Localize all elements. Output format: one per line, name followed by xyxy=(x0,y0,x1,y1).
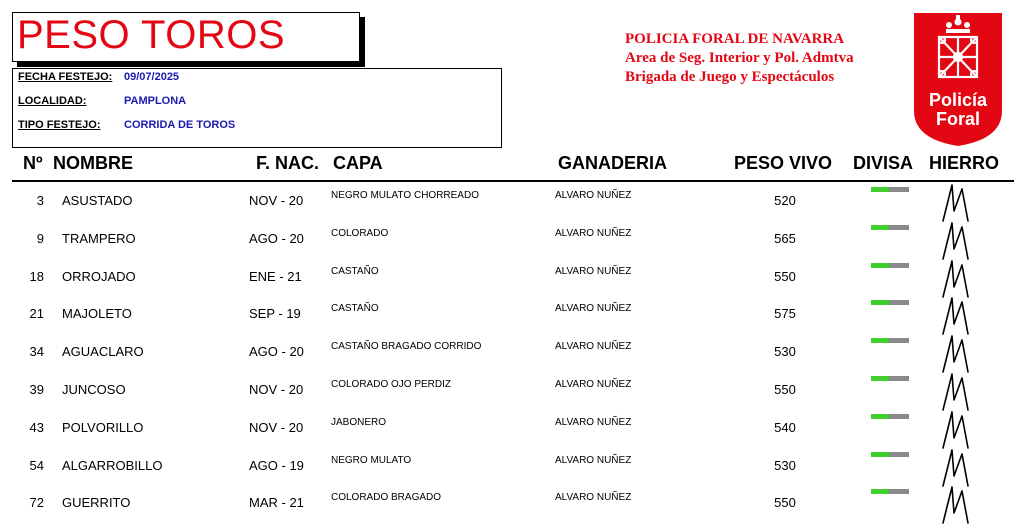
divisa-color-right xyxy=(889,263,909,268)
divisa-color-left xyxy=(871,376,889,381)
birth-date: NOV - 20 xyxy=(249,193,304,208)
birth-date: MAR - 21 xyxy=(249,495,304,511)
bull-number: 21 xyxy=(29,306,44,322)
live-weight: 550 xyxy=(774,495,796,511)
divisa-color-right xyxy=(889,338,909,343)
bull-name: MAJOLETO xyxy=(62,306,132,322)
ranch-name: ALVARO NUÑEZ xyxy=(555,416,632,428)
title-box xyxy=(12,12,360,62)
bull-name: JUNCOSO xyxy=(62,382,126,397)
bull-name: POLVORILLO xyxy=(62,419,144,435)
brand-n-icon xyxy=(940,483,972,525)
org-line-2: Area de Seg. Interior y Pol. Admtva xyxy=(625,50,854,66)
header-peso-vivo: PESO VIVO xyxy=(734,153,833,173)
divisa-ribbon xyxy=(871,452,909,457)
policia-foral-logo xyxy=(912,11,1004,148)
bull-name: TRAMPERO xyxy=(62,230,136,246)
ranch-name: ALVARO NUÑEZ xyxy=(555,265,632,277)
brand-n-icon xyxy=(940,370,972,412)
bull-name: ALGARROBILLO xyxy=(62,457,163,473)
divisa-ribbon xyxy=(871,489,909,494)
org-line-1: POLICIA FORAL DE NAVARRA xyxy=(625,31,845,47)
table-row xyxy=(0,376,1024,414)
page-title: PESO TOROS xyxy=(17,13,286,57)
coat-color: COLORADO BRAGADO xyxy=(331,492,442,504)
divisa-color-right xyxy=(889,489,909,494)
bull-number: 43 xyxy=(29,419,44,435)
bull-number: 72 xyxy=(29,495,44,511)
live-weight: 550 xyxy=(774,268,796,284)
ranch-name: ALVARO NUÑEZ xyxy=(555,379,632,390)
divisa-color-left xyxy=(871,338,889,343)
divisa-ribbon xyxy=(871,338,909,343)
localidad-row xyxy=(18,95,187,107)
header-nombre: NOMBRE xyxy=(53,153,133,173)
ranch-name: ALVARO NUÑEZ xyxy=(555,190,632,201)
table-row xyxy=(0,300,1024,338)
fecha-row xyxy=(18,71,180,83)
bull-name: ASUSTADO xyxy=(62,193,133,208)
org-line-3: Brigada de Juego y Espectáculos xyxy=(625,69,835,85)
coat-color: CASTAÑO xyxy=(331,265,379,277)
birth-date: AGO - 20 xyxy=(249,344,304,360)
bull-number: 3 xyxy=(36,193,44,208)
organization-header xyxy=(625,30,854,87)
divisa-color-right xyxy=(889,452,909,457)
coat-color: CASTAÑO xyxy=(331,303,379,315)
logo-text-line2: Foral xyxy=(935,109,981,129)
coat-color: JABONERO xyxy=(331,416,387,428)
chains-icon xyxy=(939,37,977,77)
coat-color: COLORADO OJO PERDIZ xyxy=(331,379,452,390)
live-weight: 540 xyxy=(774,419,796,435)
bull-number: 39 xyxy=(29,382,44,397)
localidad-value: PAMPLONA xyxy=(124,95,187,107)
bull-number: 18 xyxy=(29,268,44,284)
brand-n-icon xyxy=(940,181,972,223)
divisa-ribbon xyxy=(871,376,909,381)
divisa-color-right xyxy=(889,225,909,230)
tipo-value: CORRIDA DE TOROS xyxy=(124,119,236,131)
ranch-name: ALVARO NUÑEZ xyxy=(555,341,632,353)
coat-color: COLORADO xyxy=(331,227,389,239)
divisa-color-left xyxy=(871,300,889,305)
divisa-color-left xyxy=(871,452,889,457)
table-row xyxy=(0,225,1024,263)
bull-number: 54 xyxy=(29,457,44,473)
divisa-ribbon xyxy=(871,187,909,192)
bull-name: GUERRITO xyxy=(62,495,131,511)
divisa-color-right xyxy=(889,187,909,192)
live-weight: 530 xyxy=(774,457,796,473)
bull-number: 34 xyxy=(29,344,44,360)
coat-color: NEGRO MULATO xyxy=(331,454,412,466)
birth-date: NOV - 20 xyxy=(249,382,304,397)
live-weight: 550 xyxy=(774,382,796,397)
divisa-color-right xyxy=(889,300,909,305)
table-row xyxy=(0,187,1024,225)
bull-name: AGUACLARO xyxy=(62,344,144,360)
header-rule xyxy=(12,180,1014,182)
festejo-info-box xyxy=(12,68,502,148)
table-row xyxy=(0,338,1024,376)
divisa-color-left xyxy=(871,263,889,268)
header-divisa: DIVISA xyxy=(853,153,914,173)
table-row xyxy=(0,452,1024,490)
header-num: Nº xyxy=(23,153,43,173)
ranch-name: ALVARO NUÑEZ xyxy=(555,454,632,466)
birth-date: SEP - 19 xyxy=(249,306,301,322)
brand-n-icon xyxy=(940,446,972,488)
fecha-label: FECHA FESTEJO: xyxy=(18,71,113,83)
fecha-value: 09/07/2025 xyxy=(124,71,180,83)
ranch-name: ALVARO NUÑEZ xyxy=(555,227,632,239)
live-weight: 530 xyxy=(774,344,796,360)
ranch-name: ALVARO NUÑEZ xyxy=(555,492,632,504)
divisa-color-left xyxy=(871,187,889,192)
live-weight: 520 xyxy=(774,193,796,208)
birth-date: AGO - 19 xyxy=(249,457,304,473)
bull-name: ORROJADO xyxy=(62,268,136,284)
brand-n-icon xyxy=(940,408,972,450)
brand-n-icon xyxy=(940,294,972,336)
table-row xyxy=(0,489,1024,527)
divisa-color-left xyxy=(871,489,889,494)
birth-date: NOV - 20 xyxy=(249,419,304,435)
divisa-color-right xyxy=(889,376,909,381)
divisa-color-right xyxy=(889,414,909,419)
brand-n-icon xyxy=(940,219,972,261)
header-fecha-nac: F. NAC. xyxy=(256,153,319,173)
tipo-label: TIPO FESTEJO: xyxy=(18,119,101,131)
live-weight: 575 xyxy=(774,306,796,322)
divisa-color-left xyxy=(871,225,889,230)
header-capa: CAPA xyxy=(333,153,383,173)
ranch-name: ALVARO NUÑEZ xyxy=(555,303,632,315)
divisa-color-left xyxy=(871,414,889,419)
coat-color: NEGRO MULATO CHORREADO xyxy=(331,190,479,201)
localidad-label: LOCALIDAD: xyxy=(18,95,87,107)
header-hierro: HIERRO xyxy=(929,153,1000,173)
table-row xyxy=(0,263,1024,301)
divisa-ribbon xyxy=(871,414,909,419)
divisa-ribbon xyxy=(871,225,909,230)
brand-n-icon xyxy=(940,332,972,374)
brand-n-icon xyxy=(940,257,972,299)
divisa-ribbon xyxy=(871,263,909,268)
tipo-row xyxy=(18,119,236,131)
bull-number: 9 xyxy=(36,230,44,246)
birth-date: AGO - 20 xyxy=(249,230,304,246)
header-ganaderia: GANADERIA xyxy=(558,153,668,173)
live-weight: 565 xyxy=(774,230,796,246)
divisa-ribbon xyxy=(871,300,909,305)
coat-color: CASTAÑO BRAGADO CORRIDO xyxy=(331,341,482,353)
table-row xyxy=(0,414,1024,452)
logo-text-line1: Policía xyxy=(928,90,988,110)
birth-date: ENE - 21 xyxy=(249,268,302,284)
